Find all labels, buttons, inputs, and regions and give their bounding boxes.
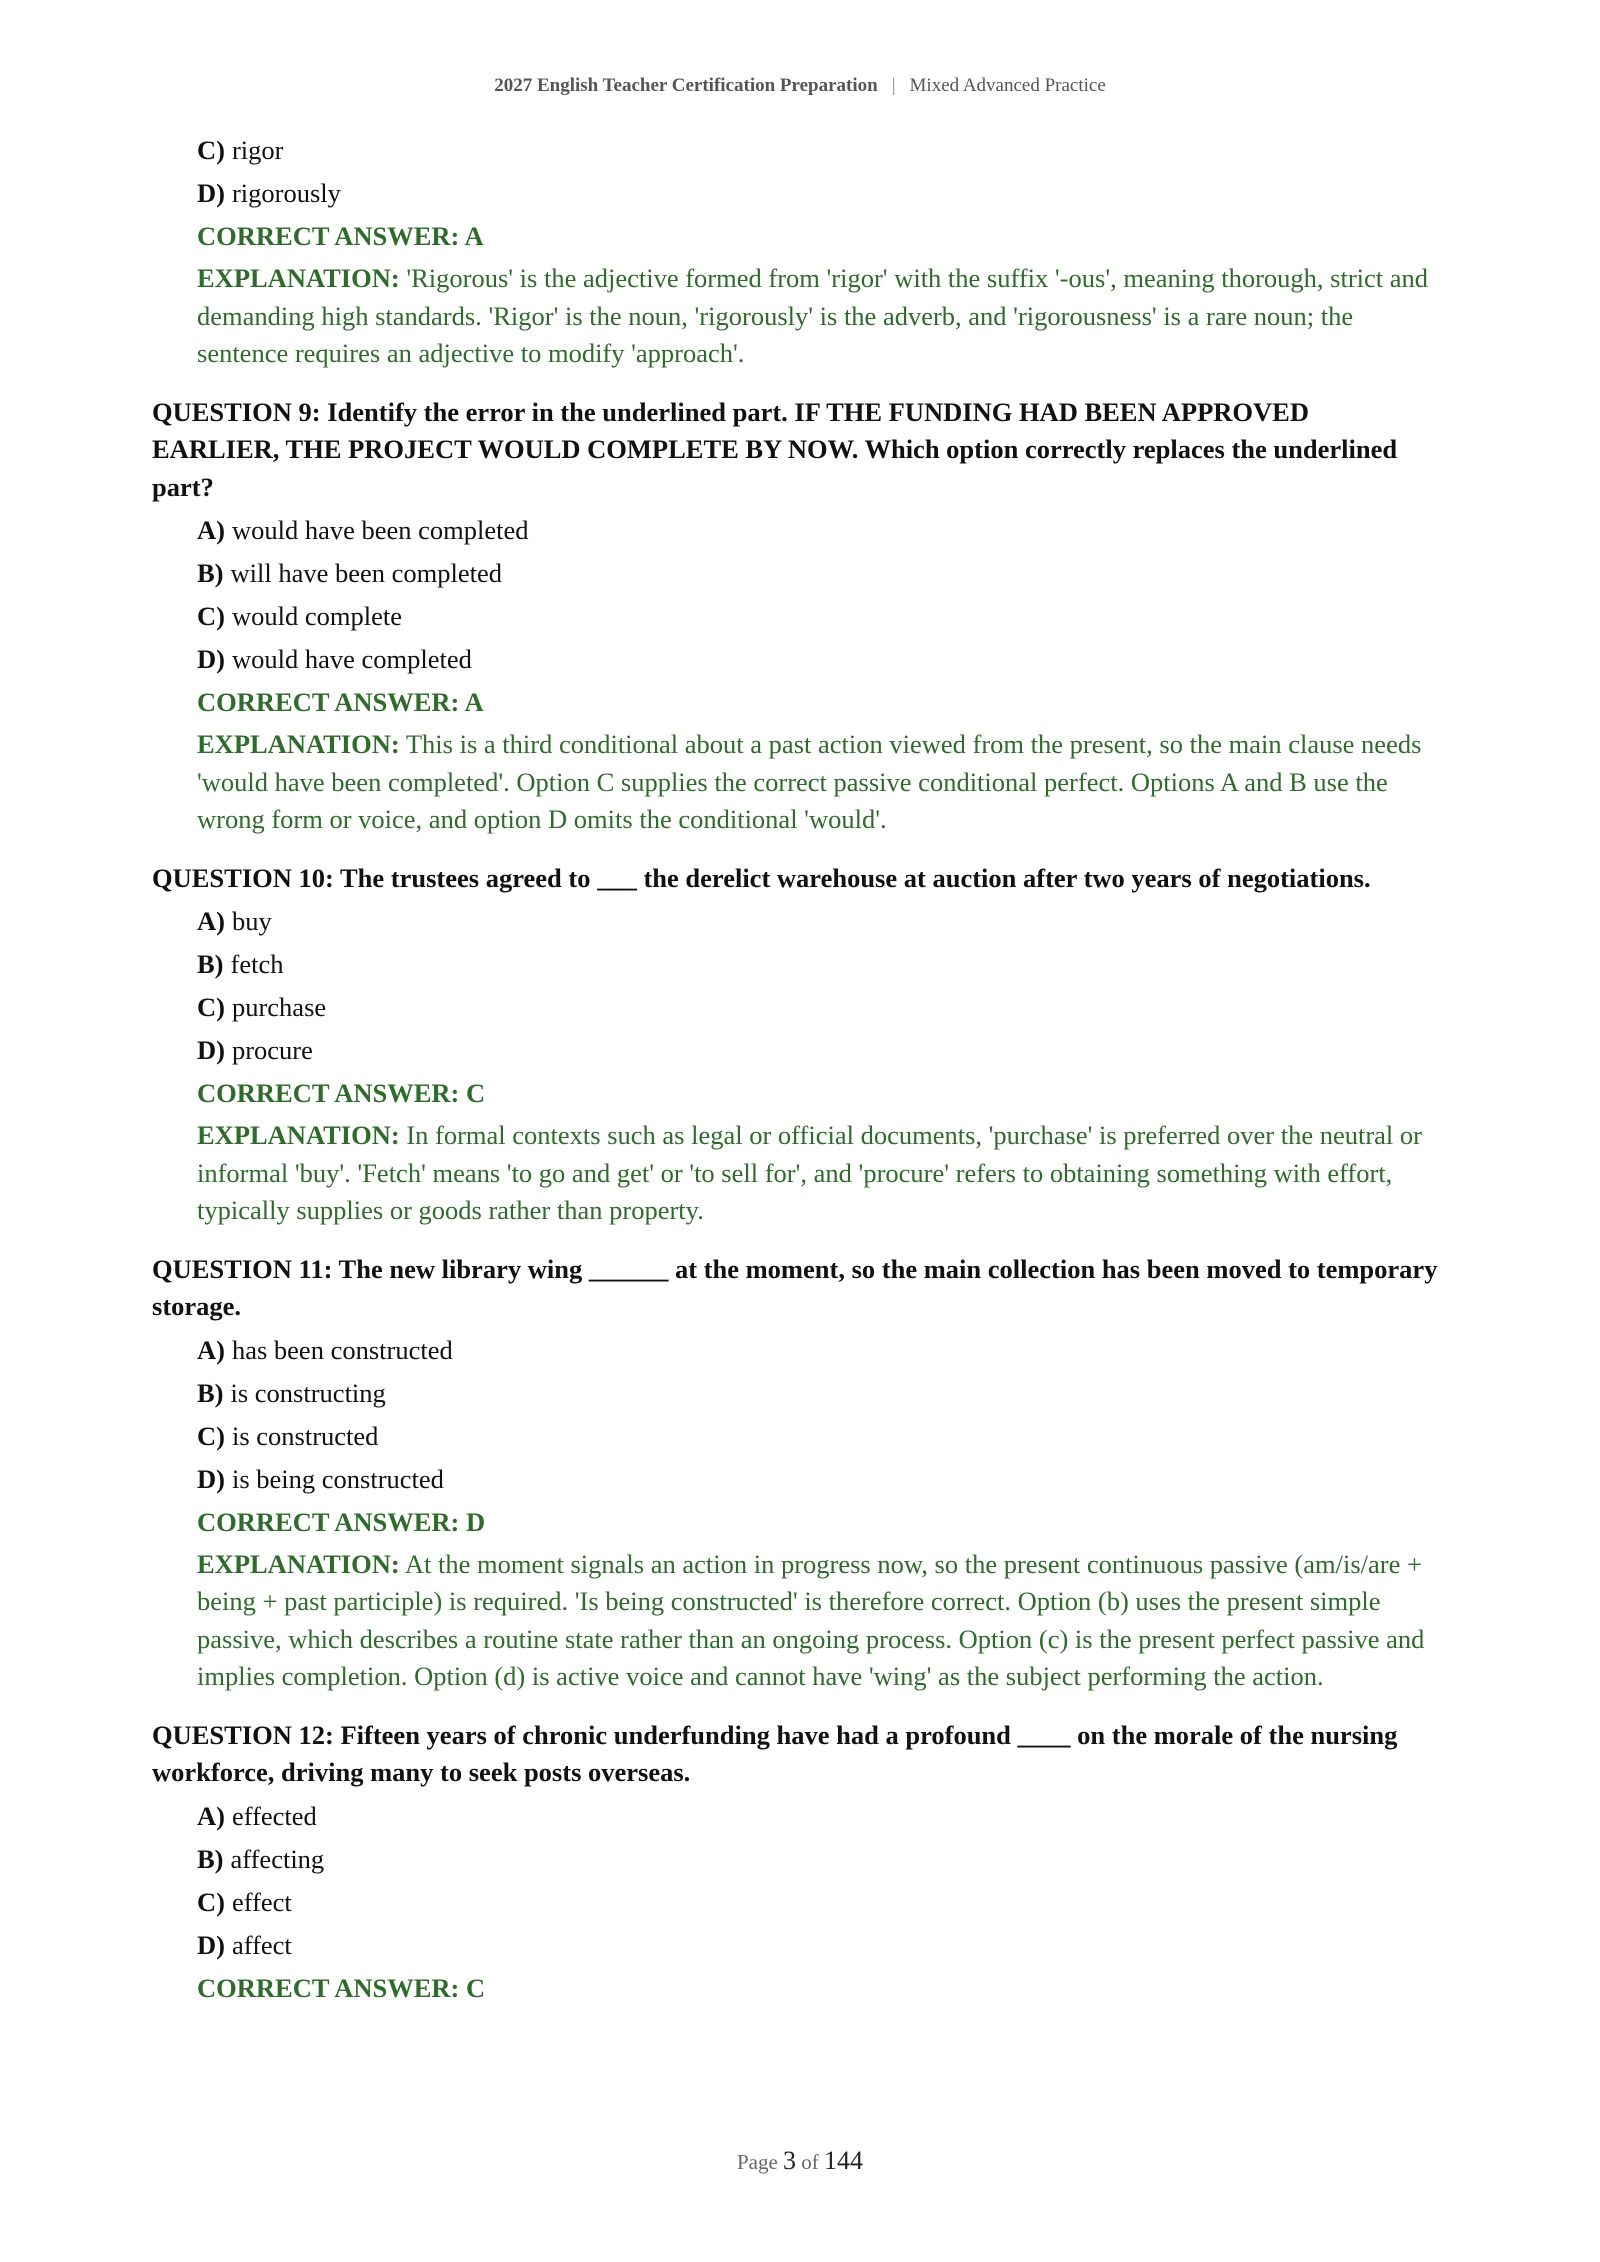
question-text: QUESTION 11: The new library wing ______ at the moment, so the main collection has been moved to temporary storage. xyxy=(152,1253,1438,1321)
page-content xyxy=(152,132,1442,2013)
explanation xyxy=(197,1117,1442,1230)
page-word: Page xyxy=(736,2150,778,2174)
option-letter: D) xyxy=(197,1035,225,1065)
option-text: would have completed xyxy=(231,644,472,674)
correct-answer: CORRECT ANSWER: A xyxy=(197,221,484,251)
option-text: rigorously xyxy=(231,178,341,208)
option-text: effect xyxy=(231,1886,292,1917)
option-letter: C) xyxy=(197,601,225,631)
of-word: of xyxy=(801,2150,819,2174)
option-d xyxy=(197,1927,1442,1970)
option-letter: A) xyxy=(197,1800,225,1831)
option-text: is being constructed xyxy=(231,1463,444,1494)
option-letter: D) xyxy=(197,178,225,208)
question-block-12 xyxy=(152,1717,1442,2013)
option-b xyxy=(197,555,1442,598)
correct-answer: CORRECT ANSWER: C xyxy=(197,1078,486,1108)
option-letter: A) xyxy=(197,906,225,936)
option-letter: B) xyxy=(197,949,224,979)
question-text: QUESTION 9: Identify the error in the underlined part. IF THE FUNDING HAD BEEN APPROVED EARLIER, THE PROJECT WOULD COMPLETE BY NOW. Which option correctly replaces the underlined part? xyxy=(152,396,1398,502)
option-text: would complete xyxy=(231,601,402,631)
option-letter: A) xyxy=(197,1334,225,1365)
option-text: rigor xyxy=(231,135,284,165)
option-text: fetch xyxy=(230,949,284,979)
explanation-label: EXPLANATION: xyxy=(197,263,400,293)
explanation-label: EXPLANATION: xyxy=(197,729,400,759)
option-letter: C) xyxy=(197,135,225,165)
question-block-10 xyxy=(152,860,1442,1230)
option-letter: B) xyxy=(197,1843,224,1874)
option-text: is constructing xyxy=(230,1377,386,1408)
option-c xyxy=(197,598,1442,641)
explanation-text: At the moment signals an action in progress now, so the present continuous passive (am/is/are + being + past participle) is required. 'Is being constructed' is therefore correct. Option (b) uses the present simple passive, which describes a routine state rather than an ongoing process. Option (c) is the present perfect passive and implies completion. Option (d) is active voice and cannot have 'wing' as the subject performing the action. xyxy=(197,1548,1425,1691)
option-letter: C) xyxy=(197,1886,225,1917)
page-number: 3 xyxy=(783,2146,797,2175)
option-c xyxy=(197,132,1442,175)
option-c xyxy=(197,989,1442,1032)
option-letter: C) xyxy=(197,992,225,1022)
option-d xyxy=(197,175,1442,218)
option-d xyxy=(197,1032,1442,1075)
option-letter: A) xyxy=(197,515,225,545)
correct-answer: CORRECT ANSWER: A xyxy=(197,687,484,717)
option-b xyxy=(197,946,1442,989)
option-text: affect xyxy=(231,1929,292,1960)
option-a xyxy=(197,1332,1442,1375)
option-a xyxy=(197,512,1442,555)
option-text: would have been completed xyxy=(231,515,529,545)
header-title: 2027 English Teacher Certification Preparation xyxy=(494,75,878,96)
option-a xyxy=(197,903,1442,946)
running-header xyxy=(0,75,1600,97)
correct-answer: CORRECT ANSWER: C xyxy=(197,1972,486,2003)
header-separator: | xyxy=(891,75,896,96)
option-letter: B) xyxy=(197,1377,224,1408)
explanation xyxy=(197,1546,1442,1696)
option-c xyxy=(197,1418,1442,1461)
explanation xyxy=(197,260,1442,373)
explanation-label: EXPLANATION: xyxy=(197,1120,400,1150)
option-text: effected xyxy=(231,1800,317,1831)
question-text: QUESTION 12: Fifteen years of chronic underfunding have had a profound ____ on the morale of the nursing workforce, driving many to seek posts overseas. xyxy=(152,1719,1398,1787)
explanation-text: In formal contexts such as legal or official documents, 'purchase' is preferred over the neutral or informal 'buy'. 'Fetch' means 'to go and get' or 'to sell for', and 'procure' refers to obtaining something with effort, typically supplies or goods rather than property. xyxy=(197,1120,1422,1225)
option-c xyxy=(197,1884,1442,1927)
explanation-text: 'Rigorous' is the adjective formed from 'rigor' with the suffix '-ous', meaning thorough, strict and demanding high standards. 'Rigor' is the noun, 'rigorously' is the adverb, and 'rigorousness' is a rare noun; the sentence requires an adjective to modify 'approach'. xyxy=(197,263,1429,368)
option-a xyxy=(197,1798,1442,1841)
explanation-text: This is a third conditional about a past action viewed from the present, so the main clause needs 'would have been completed'. Option C supplies the correct passive conditional perfect. Options A and B use the wrong form or voice, and option D omits the conditional 'would'. xyxy=(197,729,1422,834)
question-block-9 xyxy=(152,394,1442,839)
explanation xyxy=(197,726,1442,839)
option-text: procure xyxy=(231,1035,313,1065)
header-subtitle: Mixed Advanced Practice xyxy=(909,75,1106,96)
option-b xyxy=(197,1375,1442,1418)
option-text: will have been completed xyxy=(230,558,503,588)
option-letter: D) xyxy=(197,1929,225,1960)
page-footer xyxy=(0,2146,1600,2176)
correct-answer: CORRECT ANSWER: D xyxy=(197,1506,486,1537)
question-text: QUESTION 10: The trustees agreed to ___ the derelict warehouse at auction after two years of negotiations. xyxy=(152,862,1371,893)
option-text: purchase xyxy=(231,992,327,1022)
option-d xyxy=(197,1461,1442,1504)
option-d xyxy=(197,641,1442,684)
question-block-8-tail xyxy=(152,132,1442,373)
option-text: affecting xyxy=(230,1843,325,1874)
question-block-11 xyxy=(152,1251,1442,1696)
option-letter: C) xyxy=(197,1420,225,1451)
option-b xyxy=(197,1841,1442,1884)
option-letter: D) xyxy=(197,1463,225,1494)
explanation-label: EXPLANATION: xyxy=(197,1548,400,1579)
option-text: buy xyxy=(231,906,272,936)
option-text: has been constructed xyxy=(231,1334,453,1365)
total-pages: 144 xyxy=(824,2146,864,2175)
option-letter: D) xyxy=(197,644,225,674)
option-text: is constructed xyxy=(231,1420,379,1451)
option-letter: B) xyxy=(197,558,224,588)
